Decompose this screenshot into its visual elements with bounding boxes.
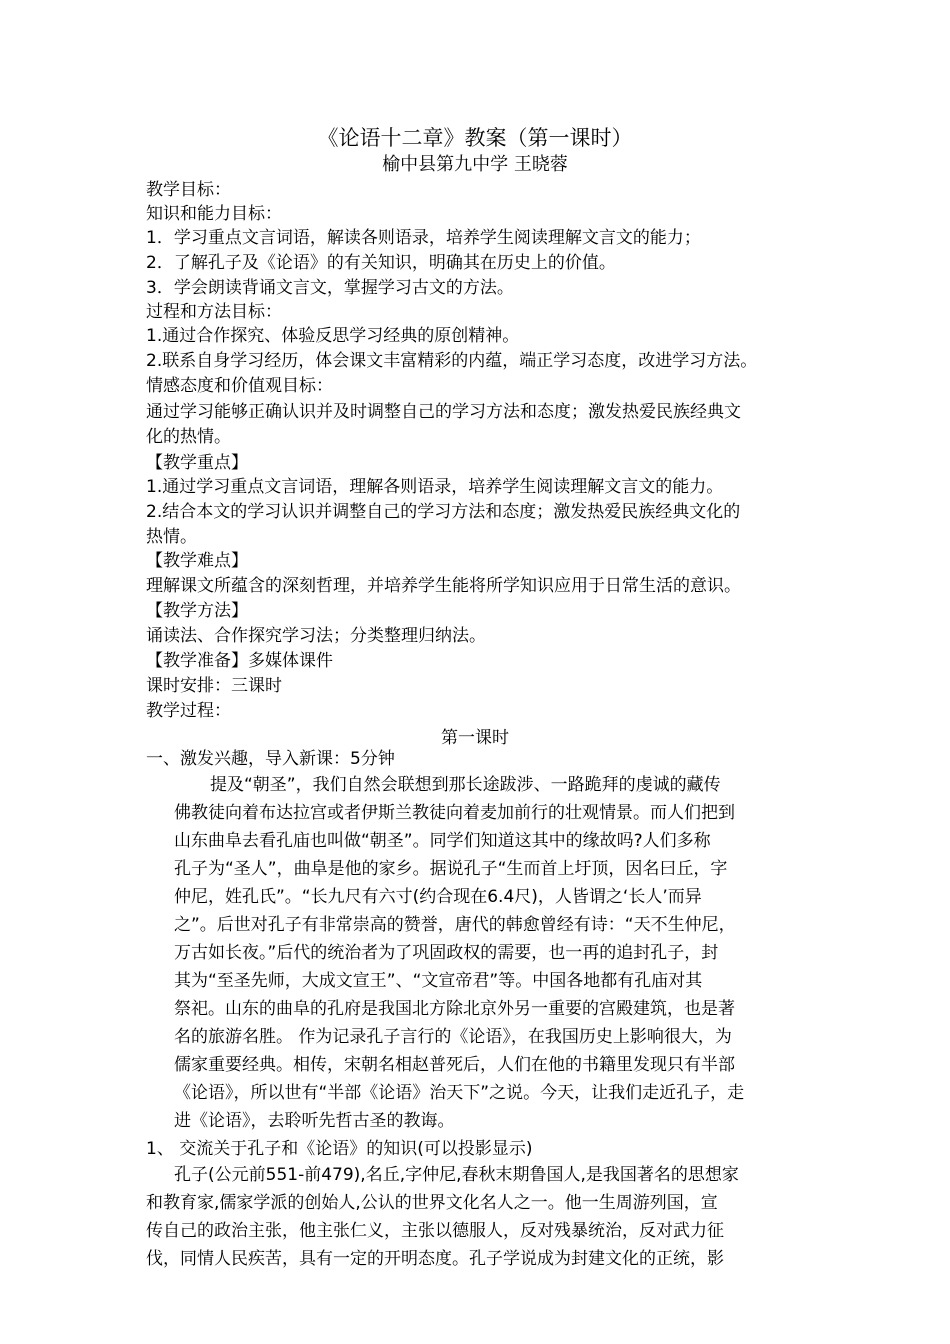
key-point-line: 2.结合本文的学习认识并调整自己的学习方法和态度；激发热爱民族经典文化的 [146,502,741,522]
emotion-line: 化的热情。 [146,427,231,447]
intro-line: 其为“至圣先师，大成文宣王”、“文宣帝君”等。中国各地都有孔庙对其 [174,971,703,991]
item-heading: 1、 交流关于孔子和《论语》的知识(可以投影显示) [146,1139,533,1159]
key-points-heading: 【教学重点】 [146,453,248,473]
intro-line: 山东曲阜去看孔庙也叫做“朝圣”。同学们知道这其中的缘故吗?人们多称 [174,831,711,851]
process-item: 2.联系自身学习经历，体会课文丰富精彩的内蕴，端正学习态度，改进学习方法。 [146,351,758,371]
knowledge-item: 1．学习重点文言词语，解读各则语录，培养学生阅读理解文言文的能力； [146,228,701,248]
document-title: 《论语十二章》教案（第一课时） [317,126,633,150]
process-heading: 过程和方法目标： [146,302,282,322]
knowledge-item: 2．了解孔子及《论语》的有关知识，明确其在历史上的价值。 [146,253,616,273]
intro-line: 名的旅游名胜。 作为记录孔子言行的《论语》，在我国历史上影响很大，为 [174,1027,732,1047]
intro-line: 儒家重要经典。相传，宋朝名相赵普死后，人们在他的书籍里发现只有半部 [174,1055,735,1075]
knowledge-heading: 知识和能力目标： [146,204,282,224]
author-line: 榆中县第九中学 王晓蓉 [382,154,568,175]
confucius-line: 和教育家,儒家学派的创始人,公认的世界文化名人之一。他一生周游列国，宣 [146,1193,718,1213]
difficulty-heading: 【教学难点】 [146,551,248,571]
emotion-heading: 情感态度和价值观目标： [146,376,333,396]
intro-line: 万古如长夜。”后代的统治者为了巩固政权的需要，也一再的追封孔子，封 [174,943,719,963]
schedule-text: 课时安排：三课时 [146,676,282,696]
intro-line: 祭祀。山东的曲阜的孔府是我国北方除北京外另一重要的宫殿建筑，也是著 [174,999,735,1019]
intro-line: 孔子为“圣人”，曲阜是他的家乡。据说孔子“生而首上圩顶，因名曰丘，字 [174,859,728,879]
difficulty-text: 理解课文所蕴含的深刻哲理，并培养学生能将所学知识应用于日常生活的意识。 [146,576,741,596]
confucius-line: 传自己的政治主张，他主张仁义，主张以德服人，反对残暴统治，反对武力征 [146,1221,724,1241]
intro-line: 提及“朝圣”，我们自然会联想到那长途跋涉、一路跪拜的虔诚的藏传 [210,775,721,795]
section-heading: 一、激发兴趣，导入新课：5分钟 [146,749,395,769]
intro-line: 仲尼，姓孔氏”。“长九尺有六寸(约合现在6.4尺)，人皆谓之‘长人’而异 [174,887,702,907]
intro-line: 之”。后世对孔子有非常崇高的赞誉，唐代的韩愈曾经有诗：“天不生仲尼， [174,915,736,935]
process-item: 1.通过合作探究、体验反思学习经典的原创精神。 [146,326,520,346]
preparation-text: 【教学准备】多媒体课件 [146,651,333,671]
lesson-title: 第一课时 [441,728,509,748]
key-point-line: 热情。 [146,527,197,547]
method-text: 诵读法、合作探究学习法；分类整理归纳法。 [146,626,486,646]
confucius-line: 孔子(公元前551-前479),名丘,字仲尼,春秋末期鲁国人,是我国著名的思想家 [174,1165,739,1185]
process-title: 教学过程： [146,701,231,721]
key-point-line: 1.通过学习重点文言词语，理解各则语录，培养学生阅读理解文言文的能力。 [146,477,724,497]
intro-line: 佛教徒向着布达拉宫或者伊斯兰教徒向着麦加前行的壮观情景。而人们把到 [174,803,735,823]
confucius-line: 伐，同情人民疾苦，具有一定的开明态度。孔子学说成为封建文化的正统，影 [146,1249,724,1269]
emotion-line: 通过学习能够正确认识并及时调整自己的学习方法和态度；激发热爱民族经典文 [146,402,741,422]
method-heading: 【教学方法】 [146,601,248,621]
knowledge-item: 3．学会朗读背诵文言文，掌握学习古文的方法。 [146,278,514,298]
objectives-heading: 教学目标： [146,180,231,200]
intro-line: 进《论语》，去聆听先哲古圣的教诲。 [174,1111,455,1131]
intro-line: 《论语》，所以世有“半部《论语》治天下”之说。今天，让我们走近孔子，走 [174,1083,745,1103]
